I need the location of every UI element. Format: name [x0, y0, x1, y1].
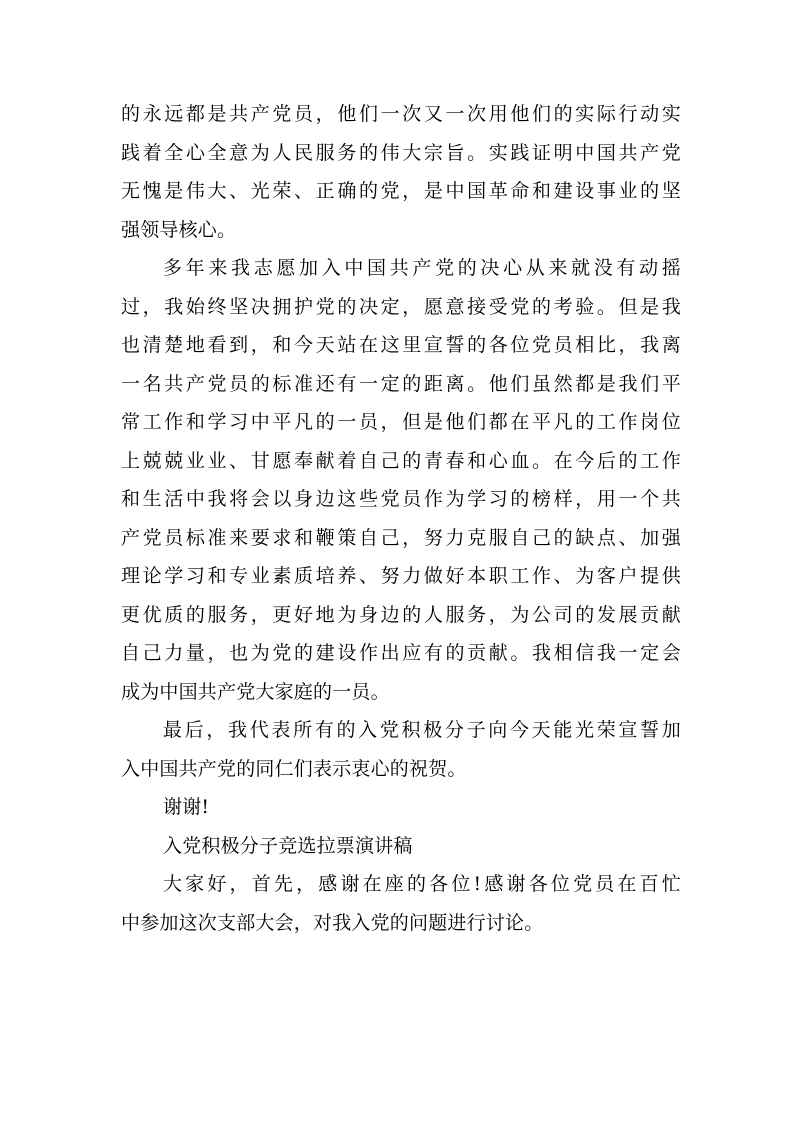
paragraph	[121, 788, 681, 827]
text-line: 自己力量，也为党的建设作出应有的贡献。我相信我一定会	[121, 642, 681, 664]
section-title: 入党积极分子竞选拉票演讲稿	[163, 834, 413, 857]
text-line: 一名共产党员的标准还有一定的距离。他们虽然都是我们平	[121, 372, 681, 395]
document-body	[121, 95, 681, 942]
paragraph	[121, 711, 681, 788]
paragraph	[121, 827, 681, 866]
text-line: 中参加这次支部大会，对我入党的问题进行讨论。	[121, 911, 544, 934]
text-line: 理论学习和专业素质培养、努力做好本职工作、为客户提供	[121, 565, 681, 587]
text-line: 践着全心全意为人民服务的伟大宗旨。实践证明中国共产党	[121, 141, 681, 164]
text-line: 产党员标准来要求和鞭策自己，努力克服自己的缺点、加强	[121, 526, 681, 549]
text-line: 强领导核心。	[121, 218, 237, 241]
text-line: 更优质的服务，更好地为身边的人服务，为公司的发展贡献	[121, 603, 681, 626]
text-line: 成为中国共产党大家庭的一员。	[121, 680, 390, 703]
text-line: 大家好，首先，感谢在座的各位!感谢各位党员在百忙	[163, 873, 681, 895]
text-line: 谢谢!	[163, 796, 210, 818]
text-line: 最后，我代表所有的入党积极分子向今天能光荣宣誓加	[163, 719, 681, 741]
text-line: 无愧是伟大、光荣、正确的党，是中国革命和建设事业的坚	[121, 180, 681, 202]
text-line: 入中国共产党的同仁们表示衷心的祝贺。	[121, 757, 467, 780]
text-line: 的永远都是共产党员，他们一次又一次用他们的实际行动实	[121, 103, 681, 125]
text-line: 常工作和学习中平凡的一员，但是他们都在平凡的工作岗位	[121, 411, 681, 433]
text-line: 过，我始终坚决拥护党的决定，愿意接受党的考验。但是我	[121, 295, 681, 318]
paragraph	[121, 249, 681, 711]
text-line: 也清楚地看到，和今天站在这里宣誓的各位党员相比，我离	[121, 334, 681, 356]
text-line: 多年来我志愿加入中国共产党的决心从来就没有动摇	[163, 257, 681, 279]
paragraph	[121, 95, 681, 249]
paragraph	[121, 865, 681, 942]
text-line: 和生活中我将会以身边这些党员作为学习的榜样，用一个共	[121, 488, 681, 510]
text-line: 上兢兢业业、甘愿奉献着自己的青春和心血。在今后的工作	[121, 449, 681, 472]
